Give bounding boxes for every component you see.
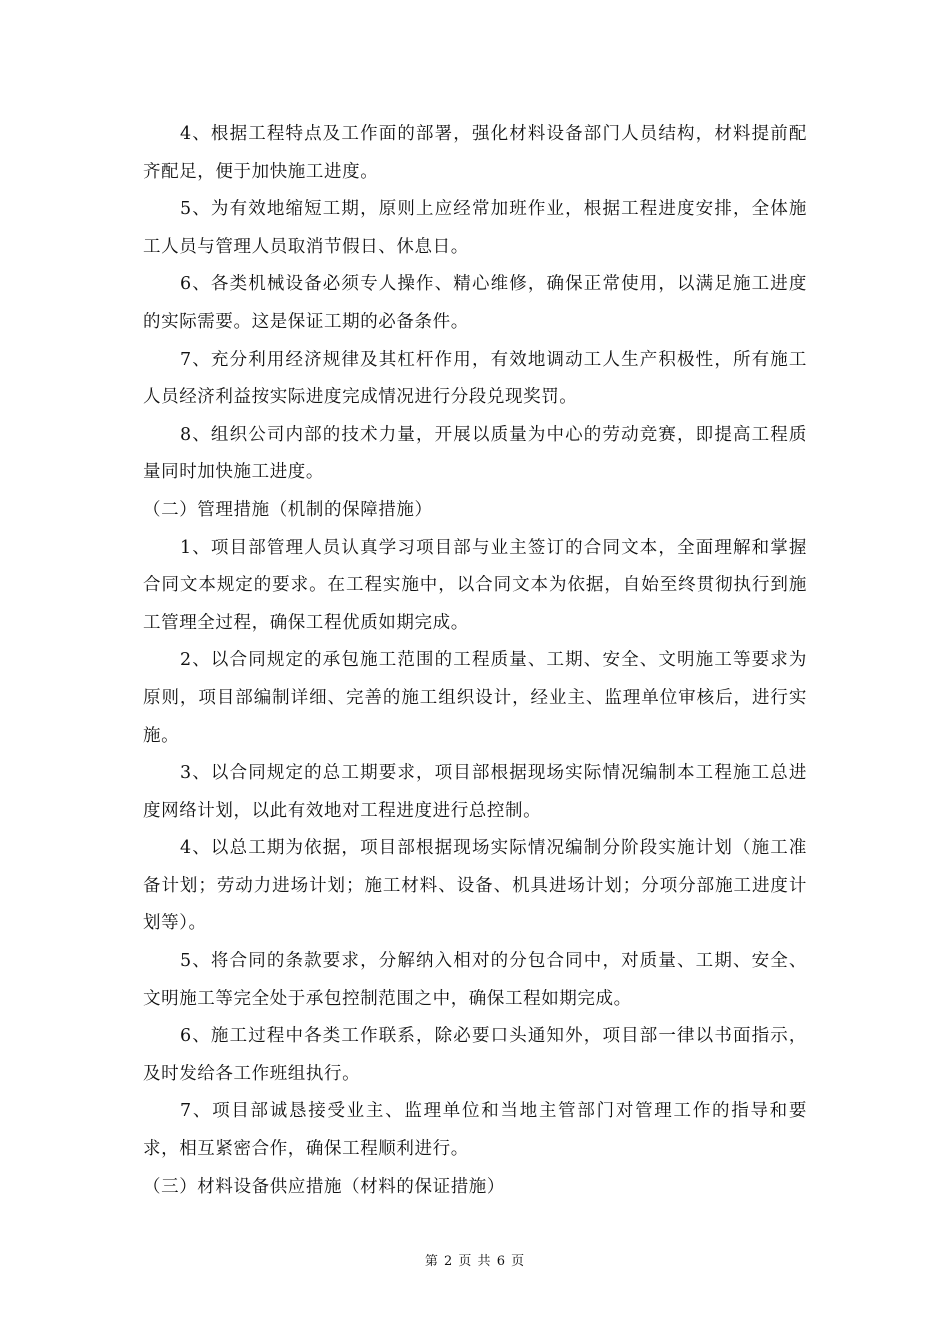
section-heading-management: （二）管理措施（机制的保障措施） (143, 499, 433, 520)
paragraph-management-7: 7、项目部诚恳接受业主、监理单位和当地主管部门对管理工作的指导和要求，相互紧密合作，确保工程顺利进行。 (143, 1101, 807, 1160)
paragraph-item-6: 6、各类机械设备必须专人操作、精心维修，确保正常使用，以满足施工进度的实际需要。这是保证工期的必备条件。 (143, 274, 807, 332)
page-number-footer: 第 2 页 共 6 页 (424, 1254, 526, 1269)
paragraph-management-1: 1、项目部管理人员认真学习项目部与业主签订的合同文本，全面理解和掌握合同文本规定的要求。在工程实施中，以合同文本为依据，自始至终贯彻执行到施工管理全过程，确保工程优质如期完成。 (143, 537, 807, 633)
document-body (143, 116, 807, 1206)
paragraph-item-8: 8、组织公司内部的技术力量，开展以质量为中心的劳动竞赛，即提高工程质量同时加快施工进度。 (143, 424, 807, 483)
paragraph-management-4: 4、以总工期为依据，项目部根据现场实际情况编制分阶段实施计划（施工准备计划；劳动力进场计划；施工材料、设备、机具进场计划；分项分部施工进度计划等）。 (143, 838, 807, 934)
paragraph-item-5: 5、为有效地缩短工期，原则上应经常加班作业，根据工程进度安排，全体施工人员与管理人员取消节假日、休息日。 (143, 199, 807, 257)
paragraph-item-7: 7、充分利用经济规律及其杠杆作用，有效地调动工人生产积极性，所有施工人员经济利益按实际进度完成情况进行分段兑现奖罚。 (143, 349, 807, 408)
paragraph-item-4: 4、根据工程特点及工作面的部署，强化材料设备部门人员结构，材料提前配齐配足，便于加快施工进度。 (143, 124, 807, 182)
paragraph-management-6: 6、施工过程中各类工作联系，除必要口头通知外，项目部一律以书面指示，及时发给各工作班组执行。 (143, 1026, 807, 1084)
paragraph-management-3: 3、以合同规定的总工期要求，项目部根据现场实际情况编制本工程施工总进度网络计划，以此有效地对工程进度进行总控制。 (143, 763, 807, 821)
section-heading-materials: （三）材料设备供应措施（材料的保证措施） (143, 1176, 505, 1197)
paragraph-management-5: 5、将合同的条款要求，分解纳入相对的分包合同中，对质量、工期、安全、文明施工等完全处于承包控制范围之中，确保工程如期完成。 (143, 951, 807, 1009)
paragraph-management-2: 2、以合同规定的承包施工范围的工程质量、工期、安全、文明施工等要求为原则，项目部编制详细、完善的施工组织设计，经业主、监理单位审核后，进行实施。 (143, 650, 807, 746)
